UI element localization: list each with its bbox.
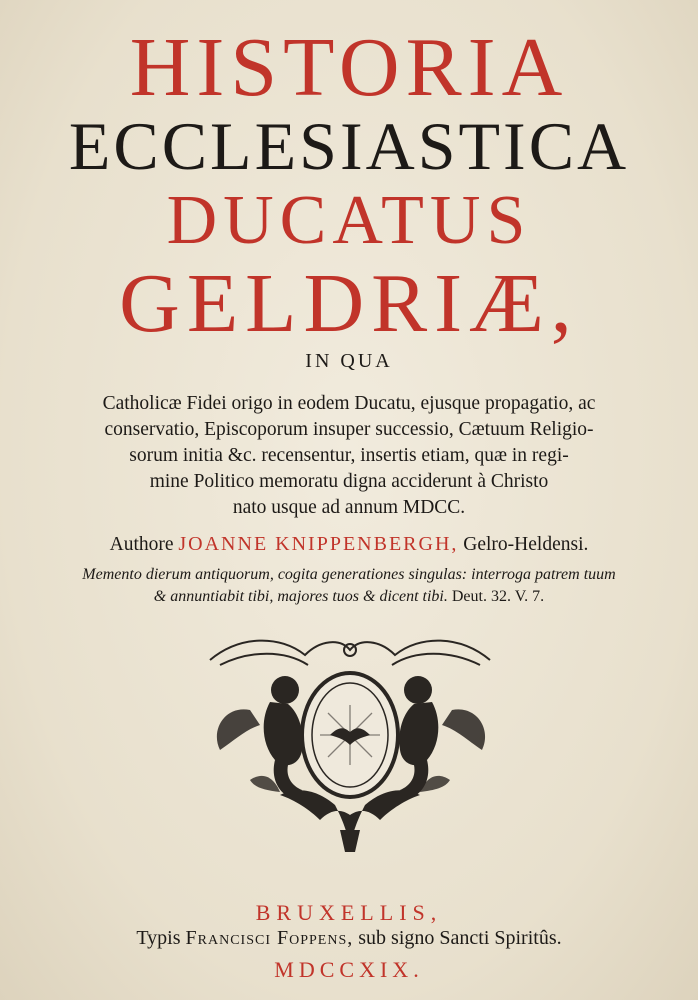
description-line-1: Catholicæ Fidei origo in eodem Ducatu, ejusque propagatio, ac bbox=[102, 393, 596, 414]
motto-text: & annuntiabit tibi, majores tuos & dicent tibi. bbox=[153, 588, 448, 605]
description-line-5: nato usque ad annum MDCC. bbox=[232, 497, 466, 518]
imprint-year: MDCCXIX. bbox=[274, 957, 424, 982]
author-prefix: Authore bbox=[109, 534, 174, 555]
imprint-printer bbox=[0, 927, 698, 950]
title-line-2: ECCLESIASTICA bbox=[68, 108, 630, 184]
author-name: JOANNE KNIPPENBERGH, bbox=[178, 533, 459, 555]
motto-line-1: Memento dierum antiquorum, cogita generationes singulas: interroga patrem tuum bbox=[82, 566, 616, 583]
title-line-3: DUCATUS bbox=[166, 182, 532, 259]
motto-reference: Deut. 32. V. 7. bbox=[451, 588, 545, 605]
imprint-place: BRUXELLIS, bbox=[255, 900, 443, 925]
author-line bbox=[0, 533, 698, 556]
printers-device-icon bbox=[190, 620, 510, 855]
title-line-1: HISTORIA bbox=[129, 21, 569, 114]
title-line-4: GELDRIÆ, bbox=[119, 257, 579, 350]
description-line-4: mine Politico memoratu digna acciderunt à Christo bbox=[149, 471, 549, 492]
author-origin: Gelro-Heldensi. bbox=[463, 534, 589, 555]
subtitle: IN QUA bbox=[305, 350, 393, 372]
description-line-3: sorum initia &c. recensentur, insertis etiam, quæ in regi- bbox=[129, 445, 569, 466]
motto-line-2 bbox=[0, 588, 698, 606]
printer-suffix: sub signo Sancti Spiritûs. bbox=[358, 927, 562, 949]
description-line-2: conservatio, Episcoporum insuper successio, Cætuum Religio- bbox=[104, 419, 594, 440]
printer-prefix: Typis bbox=[136, 927, 181, 949]
printer-name: Francisci Foppens, bbox=[185, 927, 354, 949]
